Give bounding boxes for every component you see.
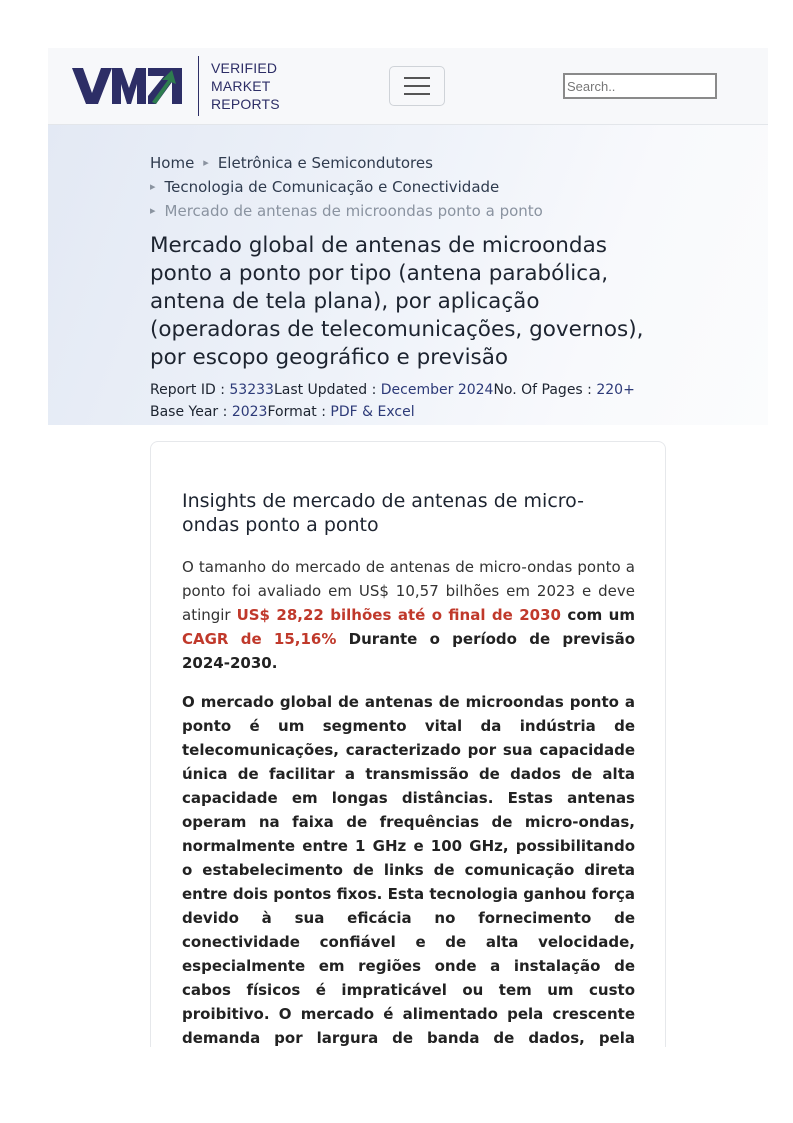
summary-text: O tamanho do mercado de antenas de micro-ondas ponto a ponto foi avaliado em US$ 10,57 bilhões em 2023 e deve atingir [182,558,635,624]
page-bottom-blank [0,1047,793,1123]
breadcrumb [150,151,543,223]
logo-line-reports: REPORTS [211,96,280,112]
format-label: Format : [267,404,331,420]
chevron-right-icon: ▸ [150,180,156,193]
breadcrumb-category-link[interactable]: Eletrônica e Semicondutores [217,154,433,172]
report-id-label: Report ID : [150,382,230,398]
summary-text: com um [561,606,635,624]
top-navbar [48,48,768,125]
menu-toggle-button[interactable] [389,66,445,106]
summary-cagr-value: CAGR de 15,16% [182,630,337,648]
breadcrumb-current: Mercado de antenas de microondas ponto a ponto [164,202,543,220]
chevron-right-icon: ▸ [203,156,209,169]
report-meta [150,379,635,423]
base-year-value: 2023 [231,404,268,420]
insights-content [182,489,635,1098]
report-header [48,125,768,425]
breadcrumb-row [150,175,543,199]
chevron-right-icon: ▸ [150,204,156,217]
report-meta-row [150,401,635,423]
logo-divider [198,56,199,116]
logo-line-verified: VERIFIED [211,60,278,76]
hamburger-icon-bar [404,85,430,87]
report-id-value: 53233 [229,382,274,398]
last-updated-value: December 2024 [380,382,494,398]
search-input[interactable] [563,73,717,99]
breadcrumb-row [150,199,543,223]
vmr-logo[interactable] [72,57,184,115]
format-value: PDF & Excel [330,404,415,420]
breadcrumb-subcategory-link[interactable]: Tecnologia de Comunicação e Conectividade [164,178,500,196]
insights-summary-paragraph [182,555,635,675]
page-title: Mercado global de antenas de microondas ponto a ponto por tipo (antena parabólica, antena de tela plana), por aplicação (operadoras de telecomunicações, governos), por escopo geográfico e previsão [150,233,644,370]
breadcrumb-row [150,151,543,175]
base-year-label: Base Year : [150,404,232,420]
hamburger-icon-bar [404,77,430,79]
pages-label: No. Of Pages : [493,382,597,398]
vmr-logo-mark [72,66,184,106]
insights-body-paragraph: O mercado global de antenas de microondas ponto a ponto é um segmento vital da indústria de telecomunicações, caracterizado por sua capacidade única de facilitar a transmissão de dados de alta capacidade em longas distâncias. Estas antenas operam na faixa de frequências de micro-ondas, normalmente entre 1 GHz e 100 GHz, possibilitando o estabelecimento de links de comunicação direta entre dois pontos fixos. Esta tecnologia ganhou força devido à sua eficácia no fornecimento de conectividade confiável e de alta velocidade, especialmente em regiões onde a instalação de cabos físicos é impraticável ou tem um custo proibitivo. O mercado é alimentado pela crescente demanda por largura de banda de dados, pela [182,693,635,1047]
insights-card [150,441,666,1081]
logo-wordmark [211,59,301,113]
summary-forecast-value: US$ 28,22 bilhões até o final de 2030 [236,606,561,624]
report-meta-row [150,379,635,401]
summary-text: Durante o período de previsão 2024-2030. [182,630,635,672]
insights-heading: Insights de mercado de antenas de micro-ondas ponto a ponto [182,490,584,536]
last-updated-label: Last Updated : [273,382,381,398]
pages-value: 220+ [596,382,635,398]
hamburger-icon-bar [404,93,430,95]
breadcrumb-home-link[interactable]: Home [150,154,195,172]
logo-line-market: MARKET [211,78,271,94]
